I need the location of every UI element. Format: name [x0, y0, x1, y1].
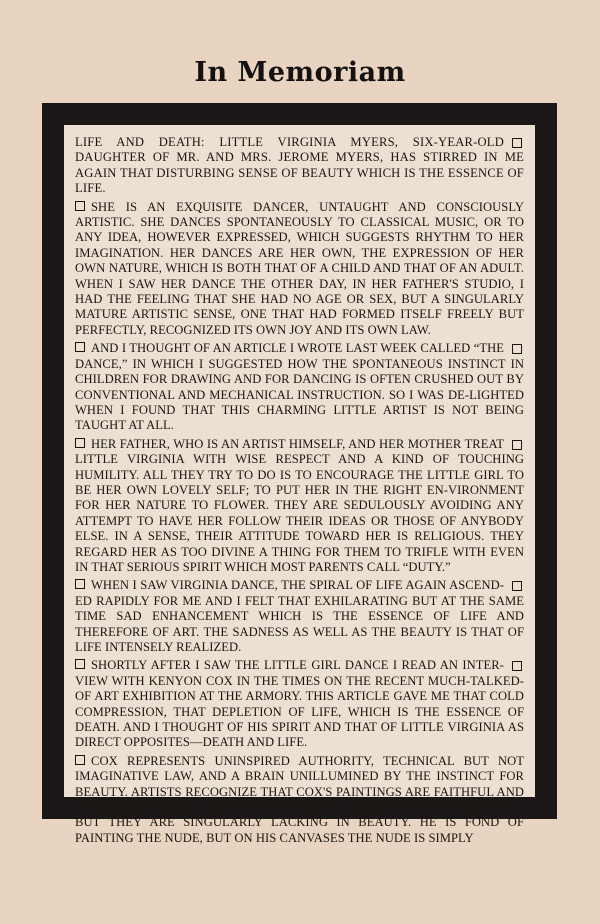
- square-bullet-icon: [75, 755, 85, 765]
- paragraph-1: [75, 135, 524, 197]
- square-bullet-icon: [75, 659, 85, 669]
- paragraph-text: SHE IS AN EXQUISITE DANCER, UNTAUGHT AND CONSCIOUSLY ARTISTIC. SHE DANCES SPONTANEOUSLY TO CLASSICAL MUSIC, OR TO ANY IDEA, HOWEVER EXPRESSED, WHICH SUGGESTS RHYTHM TO HER IMAGINATION. HER DANCES ARE HER OWN, THE EXPRESSION OF HER OWN NATURE, WHICH IS BOTH THAT OF A CHILD AND THAT OF AN ADULT. WHEN I SAW HER DANCE THE OTHER DAY, IN HER FATHER'S STUDIO, I HAD THE FEELING THAT SHE HAD NO AGE OR SEX, BUT A SINGULARLY MATURE ARTISTIC SENSE, ONE THAT HAD FORMED ITSELF FREELY BUT PERFECTLY, RECOGNIZED ITS OWN JOY AND ITS OWN LAW.: [75, 199, 524, 337]
- paragraph-text: AND I THOUGHT OF AN ARTICLE I WROTE LAST WEEK CALLED “THE DANCE,” IN WHICH I SUGGESTED HOW THE SPONTANEOUS INSTINCT IN CHILDREN FOR DRAWING AND FOR DANCING IS OFTEN CRUSHED OUT BY CONVENTIONAL AND MECHANICAL INSTRUCTION. SO I WAS DE-LIGHTED WHEN I FOUND THAT THIS CHARMING LITTLE ARTIST IS NOT BEING TAUGHT AT ALL.: [75, 341, 524, 433]
- end-square-icon: [512, 344, 522, 354]
- square-bullet-icon: [75, 201, 85, 211]
- end-square-icon: [512, 440, 522, 450]
- paragraph-3: [75, 341, 524, 433]
- square-bullet-icon: [75, 579, 85, 589]
- paragraph-text: LIFE AND DEATH: LITTLE VIRGINIA MYERS, SIX-YEAR-OLD DAUGHTER OF MR. AND MRS. JEROME MYERS, HAS STIRRED IN ME AGAIN THAT DISTURBING SENSE OF BEAUTY WHICH IS THE ESSENCE OF LIFE.: [75, 135, 524, 196]
- paragraph-6: [75, 658, 524, 750]
- paragraph-2: [75, 200, 524, 339]
- paragraph-text: HER FATHER, WHO IS AN ARTIST HIMSELF, AND HER MOTHER TREAT LITTLE VIRGINIA WITH WISE RESPECT AND A KIND OF TOUCHING HUMILITY. ALL THEY TRY TO DO IS TO ENCOURAGE THE LITTLE GIRL TO BE HER OWN LOVELY SELF; TO PUT HER IN THE RIGHT EN-VIRONMENT FOR HER NATURE TO FLOWER. THEY ARE SEDULOUSLY AVOIDING ANY ATTEMPT TO HAVE HER FOLLOW THEIR IDEAS OR THOSE OF ANYBODY ELSE. IN A SENSE, THEIR ATTITUDE TOWARD HER IS RELIGIOUS. THEY REGARD HER AS TOO DIVINE A THING FOR THEM TO TRIFLE WITH EVEN IN THAT SERIOUS SPIRIT WHICH MOST PARENTS CALL “DUTY.”: [75, 436, 524, 574]
- paragraph-text: COX REPRESENTS UNINSPIRED AUTHORITY, TECHNICAL BUT NOT IMAGINATIVE LAW, AND A BRAIN UNILLUMINED BY THE INSTINCT FOR BEAUTY. ARTISTS RECOGNIZE THAT COX'S PAINTINGS ARE FAITHFUL AND INTELLIGENT REPLICAS OF INSTITUTIONAL RULES AND REGULA-TIONS. BUT THEY ARE SINGULARLY LACKING IN BEAUTY. HE IS FOND OF PAINTING THE NUDE, BUT ON HIS CANVASES THE NUDE IS SIMPLY: [75, 753, 524, 845]
- text-panel: [64, 125, 535, 845]
- paragraph-4: [75, 437, 524, 576]
- end-square-icon: [512, 581, 522, 591]
- article-body: [75, 135, 524, 849]
- paragraph-text: SHORTLY AFTER I SAW THE LITTLE GIRL DANCE I READ AN INTER-VIEW WITH KENYON COX IN THE TIMES ON THE RECENT MUCH-TALKED-OF ART EXHIBITION AT THE ARMORY. THIS ARTICLE GAVE ME THAT COLD COMPRESSION, THAT DEPLETION OF LIFE, WHICH IS THE ESSENCE OF DEATH. AND I THOUGHT OF HIS SPIRIT AND THAT OF LITTLE VIRGINIA AS DIRECT OPPOSITES—DEATH AND LIFE.: [75, 658, 524, 750]
- black-border-frame: [42, 103, 557, 845]
- square-bullet-icon: [75, 438, 85, 448]
- paragraph-7: [75, 754, 524, 846]
- page-title: In Memoriam: [194, 57, 406, 88]
- end-square-icon: [512, 661, 522, 671]
- paragraph-5: [75, 578, 524, 655]
- square-bullet-icon: [75, 342, 85, 352]
- end-square-icon: [512, 138, 522, 148]
- paragraph-text: WHEN I SAW VIRGINIA DANCE, THE SPIRAL OF LIFE AGAIN ASCEND-ED RAPIDLY FOR ME AND I FELT THAT EXHILARATING BUT AT THE SAME TIME SAD ENHANCEMENT WHICH IS THE ESSENCE OF LIFE AND THEREFORE OF ART. THE SADNESS AS WELL AS THE BEAUTY IS THAT OF LIFE INTENSELY REALIZED.: [75, 578, 524, 654]
